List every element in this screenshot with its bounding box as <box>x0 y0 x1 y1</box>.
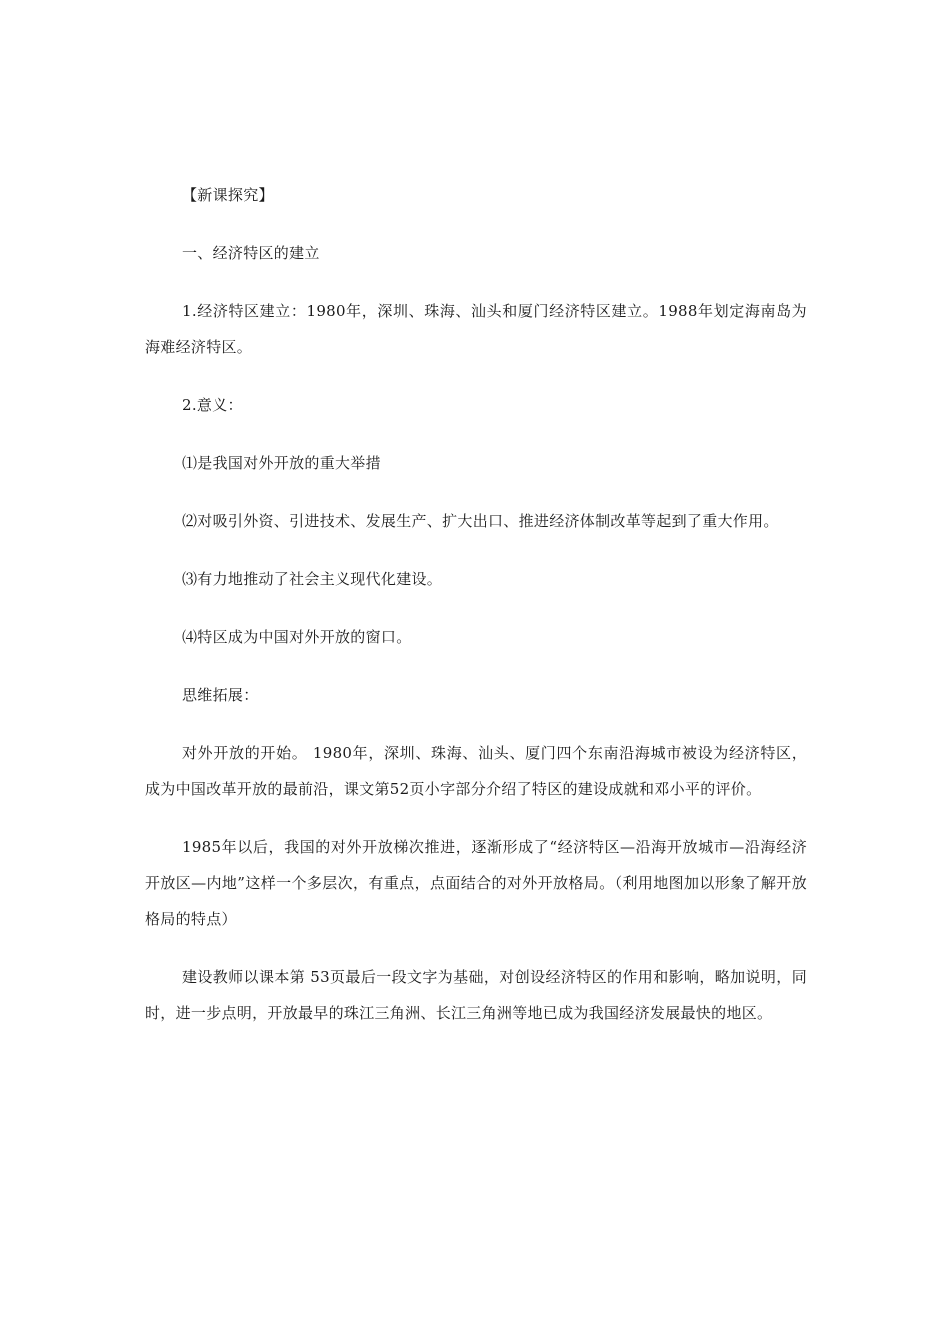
section-heading: 【新课探究】 <box>182 186 274 204</box>
thinking-extension-label: 思维拓展： <box>182 686 259 704</box>
list-item-significance-1: ⑴是我国对外开放的重大举措 <box>182 454 381 472</box>
paragraph-opening-pattern: 1985年以后，我国的对外开放梯次推进，逐渐形成了“经济特区—沿海开放城市—沿海经济开放区—内地”这样一个多层次，有重点，点面结合的对外开放格局。（利用地图加以形象了解开放格局的特点） <box>145 838 807 928</box>
paragraph-teacher-note: 建设教师以课本第 53页最后一段文字为基础，对创设经济特区的作用和影响，略加说明，同时，进一步点明，开放最早的珠江三角洲、长江三角洲等地已成为我国经济发展最快的地区。 <box>145 968 807 1022</box>
paragraph-opening-start: 对外开放的开始。 1980年，深圳、珠海、汕头、厦门四个东南沿海城市被设为经济特区，成为中国改革开放的最前沿，课文第52页小字部分介绍了特区的建设成就和邓小平的评价。 <box>145 744 807 798</box>
paragraph-significance-label: 2.意义： <box>182 396 243 414</box>
subsection-heading: 一、经济特区的建立 <box>182 244 320 262</box>
list-item-significance-3: ⑶有力地推动了社会主义现代化建设。 <box>182 570 443 588</box>
list-item-significance-4: ⑷特区成为中国对外开放的窗口。 <box>182 628 412 646</box>
paragraph-establishment: 1.经济特区建立：1980年，深圳、珠海、汕头和厦门经济特区建立。1988年划定海南岛为海难经济特区。 <box>145 302 807 356</box>
document-body <box>145 177 807 1053</box>
list-item-significance-2: ⑵对吸引外资、引进技术、发展生产、扩大出口、推进经济体制改革等起到了重大作用。 <box>182 512 779 530</box>
